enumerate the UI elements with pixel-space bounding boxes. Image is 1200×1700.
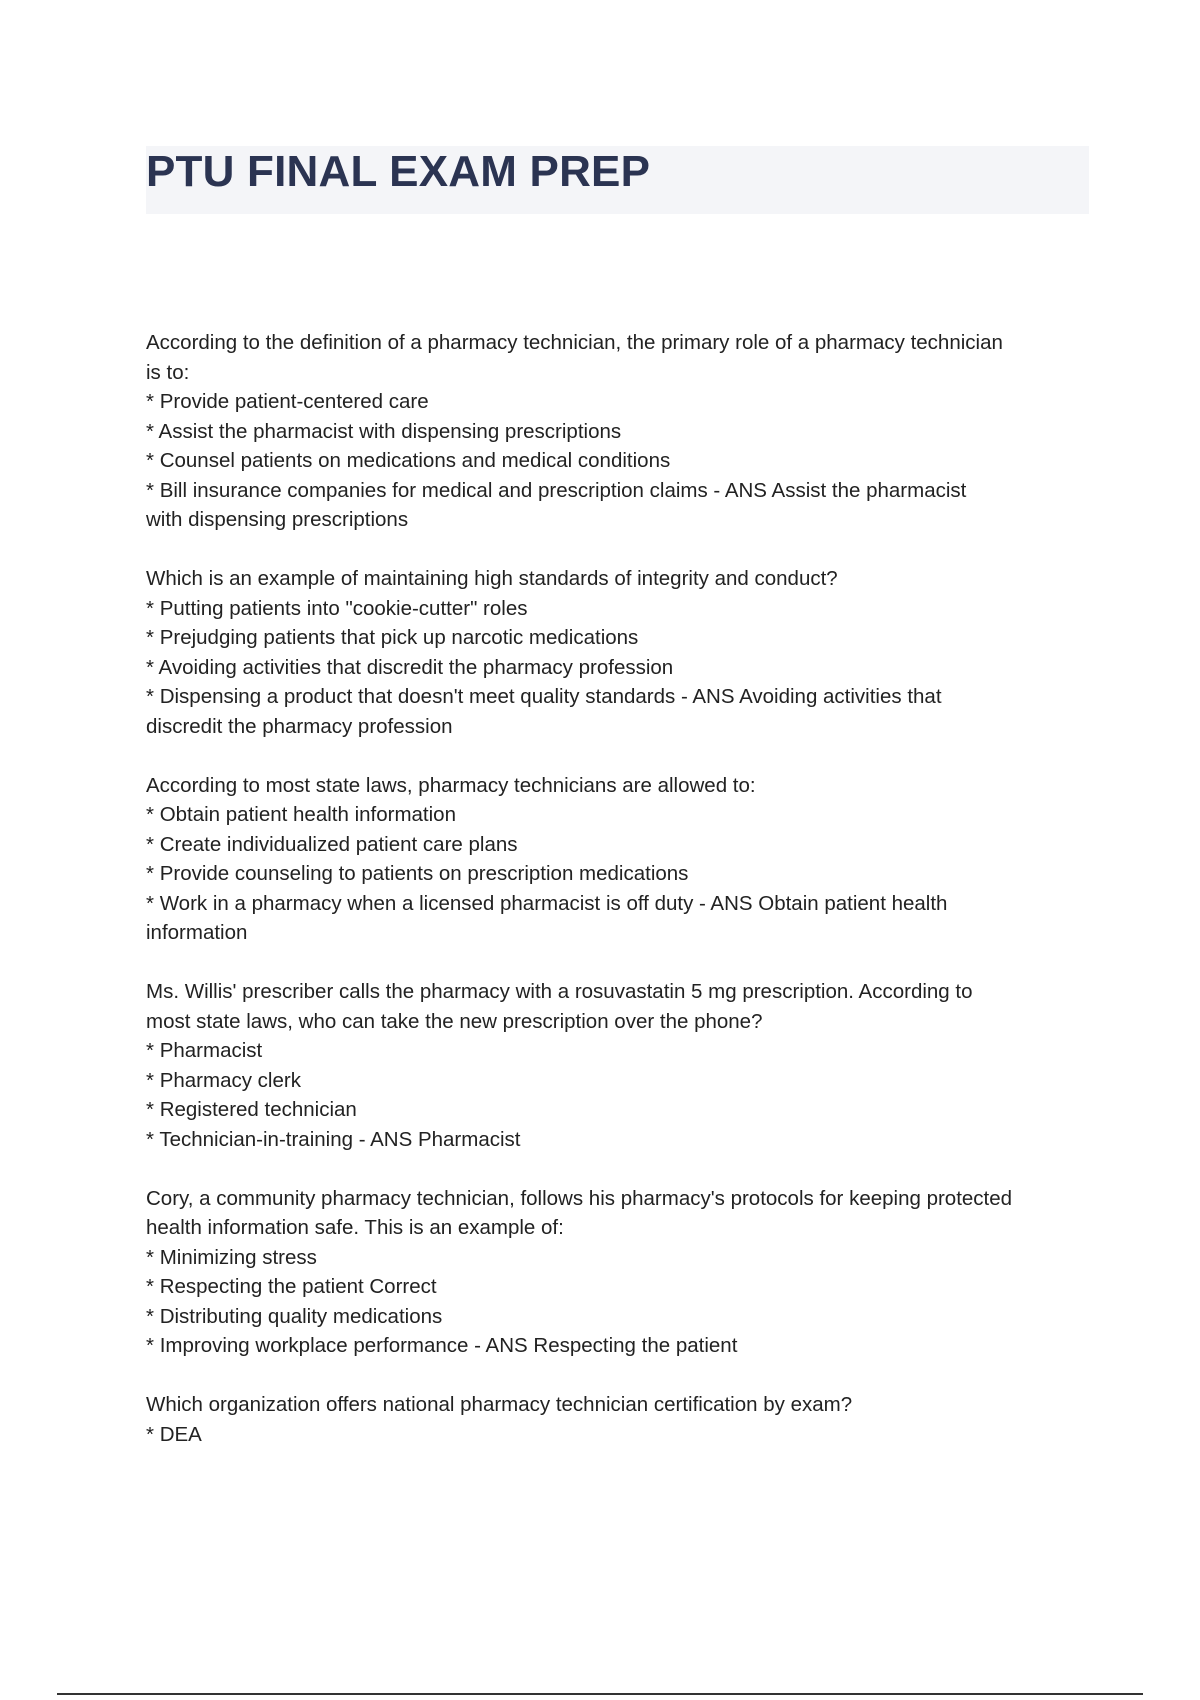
answer-option: * Provide counseling to patients on prescription medications bbox=[146, 859, 1096, 889]
question-text: Which is an example of maintaining high standards of integrity and conduct? bbox=[146, 567, 838, 590]
answer-text: discredit the pharmacy profession bbox=[146, 714, 453, 738]
answer-option: * Pharmacy clerk bbox=[146, 1066, 1096, 1096]
question-block-6 bbox=[146, 1390, 1096, 1449]
page-title: PTU FINAL EXAM PREP bbox=[146, 147, 651, 196]
question-block-1 bbox=[146, 328, 1096, 535]
answer-option: * Pharmacist bbox=[146, 1036, 1096, 1066]
question-block-5 bbox=[146, 1184, 1096, 1361]
question-text: health information safe. This is an example of: bbox=[146, 1216, 564, 1239]
question-block-3 bbox=[146, 771, 1096, 948]
question-text: Which organization offers national pharmacy technician certification by exam? bbox=[146, 1393, 853, 1416]
answer-option: * Registered technician bbox=[146, 1095, 1096, 1125]
answer-option: * Improving workplace performance - ANS Respecting the patient bbox=[146, 1331, 1096, 1361]
question-text: According to most state laws, pharmacy technicians are allowed to: bbox=[146, 773, 756, 797]
answer-option: * Obtain patient health information bbox=[146, 800, 1096, 830]
answer-option: * Minimizing stress bbox=[146, 1243, 1096, 1273]
answer-option: * Putting patients into "cookie-cutter" roles bbox=[146, 594, 1096, 624]
answer-option: * Work in a pharmacy when a licensed pharmacist is off duty - ANS Obtain patient health bbox=[146, 889, 1096, 919]
answer-option: * Bill insurance companies for medical and prescription claims - ANS Assist the pharmacist bbox=[146, 476, 1096, 506]
answer-option: * Distributing quality medications bbox=[146, 1302, 1096, 1332]
answer-option: * Technician-in-training - ANS Pharmacist bbox=[146, 1125, 1096, 1155]
answer-option: * Respecting the patient Correct bbox=[146, 1272, 1096, 1302]
question-block-2 bbox=[146, 564, 1096, 741]
question-text: According to the definition of a pharmacy technician, the primary role of a pharmacy technician bbox=[146, 331, 1003, 354]
question-text: is to: bbox=[146, 360, 190, 384]
answer-option: * Avoiding activities that discredit the pharmacy profession bbox=[146, 653, 1096, 683]
question-list bbox=[146, 328, 1096, 1479]
answer-option: * Counsel patients on medications and medical conditions bbox=[146, 446, 1096, 476]
question-text: Ms. Willis' prescriber calls the pharmacy with a rosuvastatin 5 mg prescription. According to bbox=[146, 980, 973, 1003]
answer-option: * Dispensing a product that doesn't meet quality standards - ANS Avoiding activities that bbox=[146, 682, 1096, 712]
question-text: most state laws, who can take the new prescription over the phone? bbox=[146, 1009, 763, 1033]
answer-option: * Assist the pharmacist with dispensing prescriptions bbox=[146, 417, 1096, 447]
answer-text: information bbox=[146, 921, 248, 944]
footer-divider bbox=[57, 1693, 1143, 1695]
question-block-4 bbox=[146, 977, 1096, 1154]
answer-option: * Provide patient-centered care bbox=[146, 387, 1096, 417]
answer-option: * DEA bbox=[146, 1420, 1096, 1450]
answer-option: * Create individualized patient care plans bbox=[146, 830, 1096, 860]
question-text: Cory, a community pharmacy technician, follows his pharmacy's protocols for keeping protected bbox=[146, 1186, 1013, 1210]
answer-text: with dispensing prescriptions bbox=[146, 508, 409, 531]
answer-option: * Prejudging patients that pick up narcotic medications bbox=[146, 623, 1096, 653]
